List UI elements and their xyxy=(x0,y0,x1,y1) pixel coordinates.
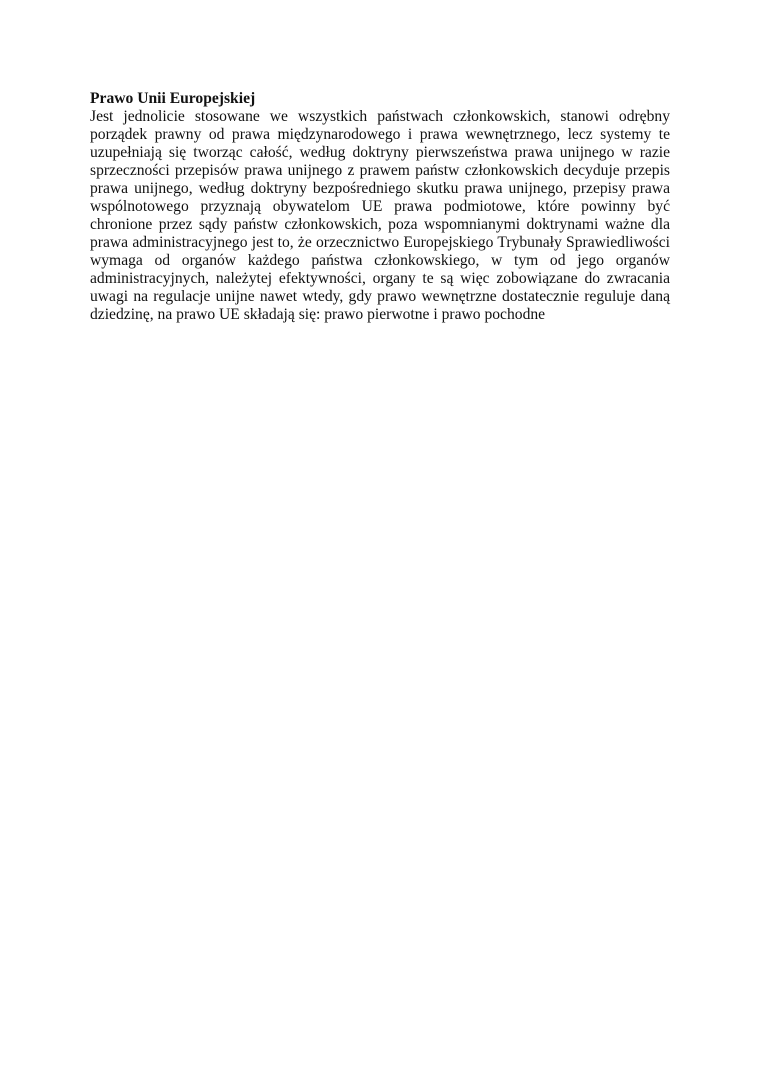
document-title: Prawo Unii Europejskiej xyxy=(90,90,256,107)
document-paragraph: Jest jednolicie stosowane we wszystkich państwach członkowskich, stanowi odrębny porządek prawny od prawa międzynarodowego i prawa wewnętrznego, lecz systemy te uzupełniają się tworząc całość, według doktryny pierwszeństwa prawa unijnego w razie sprzeczności przepisów prawa unijnego z prawem państw członkowskich decyduje przepis prawa unijnego, według doktryny bezpośredniego skutku prawa unijnego, przepisy prawa wspólnotowego przyznają obywatelom UE prawa podmiotowe, które powinny być chronione przez sądy państw członkowskich, poza wspomnianymi doktrynami ważne dla prawa administracyjnego jest to, że orzecznictwo Europejskiego Trybunały Sprawiedliwości wymaga od organów każdego państwa członkowskiego, w tym od jego organów administracyjnych, należytej efektywności, organy te są więc zobowiązane do zwracania uwagi na regulacje unijne nawet wtedy, gdy prawo wewnętrzne dostatecznie reguluje daną dziedzinę, na prawo UE składają się: prawo pierwotne i prawo pochodne xyxy=(90,108,670,323)
document-content xyxy=(90,90,670,324)
